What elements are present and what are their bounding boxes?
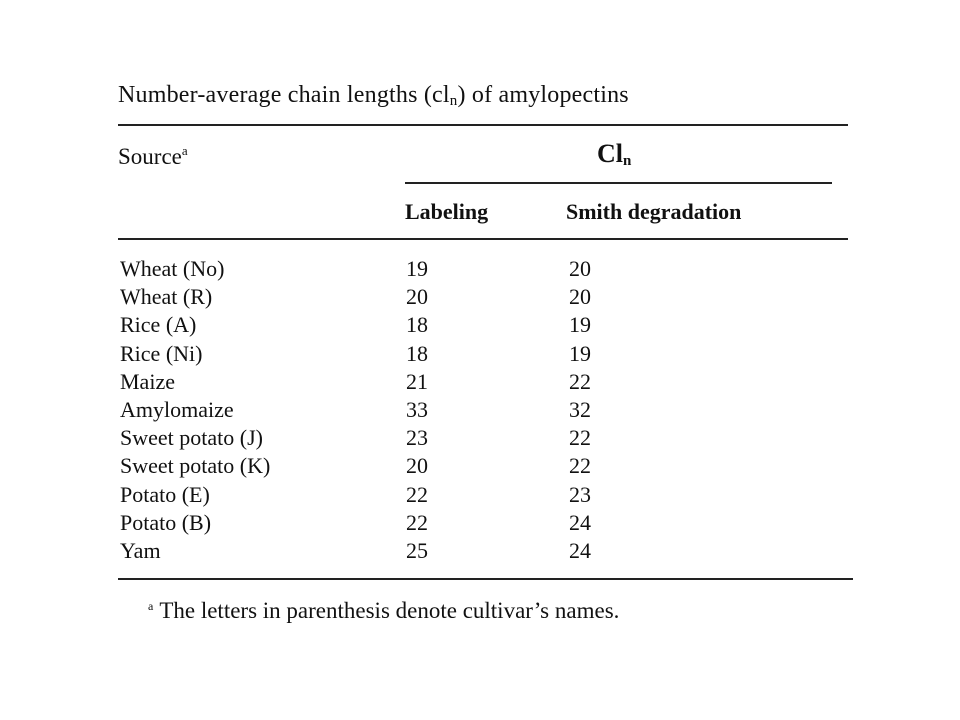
top-rule <box>118 124 848 126</box>
smith-cell: 20 <box>569 284 591 310</box>
table-row <box>0 341 960 369</box>
labeling-cell: 19 <box>406 256 428 281</box>
source-cell: Wheat (No) <box>120 256 225 281</box>
labeling-cell: 18 <box>406 312 428 338</box>
source-cell: Yam <box>120 537 161 563</box>
source-cell: Rice (A) <box>120 312 197 338</box>
table-title <box>118 82 629 110</box>
cl-header-subscript: n <box>623 153 632 169</box>
smith-cell: 32 <box>569 396 591 422</box>
smith-cell: 22 <box>569 425 591 451</box>
table-row <box>0 397 960 425</box>
source-cell: Wheat (R) <box>120 284 213 310</box>
table-row <box>0 312 960 340</box>
source-footnote-marker: a <box>181 143 188 158</box>
table-row <box>0 482 960 510</box>
footnote-marker: a <box>148 599 154 613</box>
table-row <box>0 538 960 566</box>
labeling-cell: 21 <box>406 368 428 394</box>
cl-group-header <box>597 139 631 170</box>
title-main: Number-average chain lengths (cl <box>118 82 450 108</box>
smith-cell: 22 <box>569 453 591 479</box>
labeling-cell: 23 <box>406 425 428 451</box>
smith-cell: 23 <box>569 481 591 507</box>
smith-cell: 19 <box>569 312 591 338</box>
source-cell: Sweet potato (K) <box>120 453 271 479</box>
table-row <box>0 510 960 538</box>
table-row <box>0 425 960 453</box>
table-body <box>0 256 960 566</box>
table-row <box>0 453 960 481</box>
table-row <box>0 284 960 312</box>
labeling-cell: 22 <box>406 481 428 507</box>
bottom-rule <box>118 578 853 580</box>
smith-cell: 19 <box>569 340 591 366</box>
labeling-cell: 33 <box>406 396 428 422</box>
cl-header-main: Cl <box>597 139 623 168</box>
labeling-cell: 25 <box>406 537 428 563</box>
labeling-cell: 18 <box>406 340 428 366</box>
table-row <box>0 369 960 397</box>
footnote-text: The letters in parenthesis denote cultivar’s names. <box>159 598 620 623</box>
labeling-column-header: Labeling <box>405 199 489 224</box>
table-footnote <box>148 598 619 624</box>
group-header-rule <box>405 182 832 184</box>
title-end: ) of amylopectins <box>457 82 629 108</box>
smith-cell: 20 <box>569 256 591 281</box>
source-cell: Potato (E) <box>120 481 210 507</box>
smith-cell: 22 <box>569 368 591 394</box>
source-cell: Potato (B) <box>120 509 212 535</box>
source-header-label: Source <box>118 144 182 169</box>
labeling-cell: 22 <box>406 509 428 535</box>
labeling-cell: 20 <box>406 284 428 310</box>
smith-cell: 24 <box>569 509 591 535</box>
source-cell: Amylomaize <box>120 396 234 422</box>
source-cell: Maize <box>120 368 175 394</box>
title-subscript: n <box>449 93 458 109</box>
labeling-cell: 20 <box>406 453 428 479</box>
source-column-header <box>118 143 188 170</box>
smith-column-header: Smith degradation <box>566 199 742 224</box>
header-bottom-rule <box>118 238 848 240</box>
table-row <box>0 256 960 284</box>
source-cell: Rice (Ni) <box>120 340 203 366</box>
source-cell: Sweet potato (J) <box>120 425 263 451</box>
smith-cell: 24 <box>569 537 591 563</box>
